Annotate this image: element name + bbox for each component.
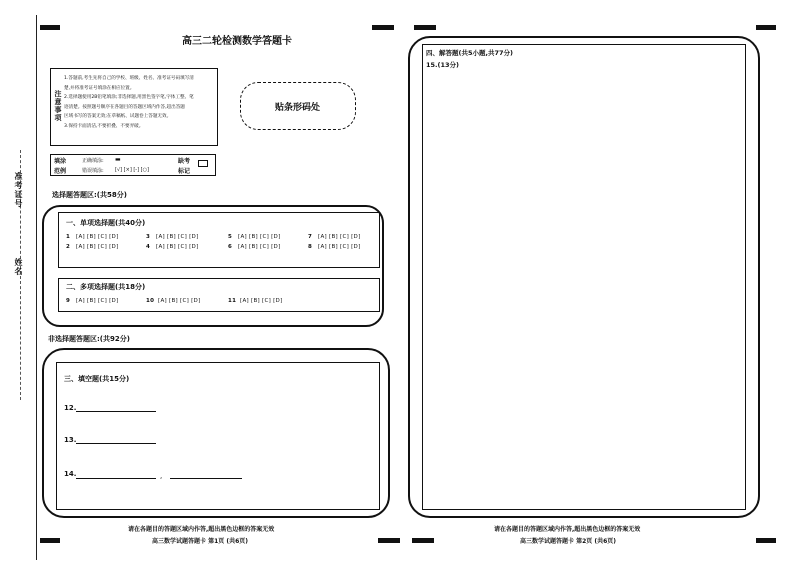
question-number: 2: [66, 244, 71, 250]
question-number: 11: [228, 298, 237, 304]
question-12-label: 12.: [64, 404, 77, 412]
question-number: 5: [228, 234, 233, 240]
option-bubbles[interactable]: [A] [B] [C] [D]: [318, 244, 361, 250]
notice-text: [64, 74, 214, 132]
footer-warning: 请在各题目的答题区域内作答,超出黑色边框的答案无效: [128, 526, 275, 533]
absent-label: 标记: [178, 168, 191, 175]
question-13-label: 13.: [64, 436, 77, 444]
question-14-answer-line-2[interactable]: [170, 478, 242, 479]
name-label: 姓名: [14, 258, 23, 276]
registration-mark: [40, 538, 60, 543]
option-bubbles[interactable]: [A] [B] [C] [D]: [158, 298, 201, 304]
fill-blank-box: [56, 362, 380, 510]
question-number: 7: [308, 234, 313, 240]
option-bubbles[interactable]: [A] [B] [C] [D]: [156, 244, 199, 250]
question-14-answer-line-1[interactable]: [76, 478, 156, 479]
question-13-answer-line[interactable]: [76, 443, 156, 444]
registration-mark: [378, 538, 400, 543]
solve-title: 四、解答题(共5小题,共77分): [426, 49, 513, 57]
exam-number-label: 准考证号: [14, 172, 23, 208]
question-number: 3: [146, 234, 151, 240]
question-12-answer-line[interactable]: [76, 411, 156, 412]
footer-page-number: 高三数学试题答题卡 第1页 (共6页): [152, 538, 249, 545]
registration-mark: [412, 538, 434, 543]
fill-example-label: 范例: [54, 168, 67, 175]
wrong-fill-label: 错误填涂:: [82, 168, 104, 174]
question-number: 9: [66, 298, 71, 304]
option-bubbles[interactable]: [A] [B] [C] [D]: [318, 234, 361, 240]
absent-checkbox[interactable]: [198, 160, 208, 167]
notice-line: 楚,并将准考证号填涂在相应位置。: [64, 85, 135, 91]
answer-separator: ,: [160, 472, 163, 480]
barcode-label: 贴条形码处: [275, 103, 321, 113]
registration-mark: [756, 25, 776, 30]
option-bubbles[interactable]: [A] [B] [C] [D]: [76, 298, 119, 304]
option-bubbles[interactable]: [A] [B] [C] [D]: [238, 244, 281, 250]
notice-line: 1.答题前,考生先将自己的学校、班级、姓名、准考证号码填写清: [64, 76, 194, 81]
question-number: 6: [228, 244, 233, 250]
question-number: 10: [146, 298, 155, 304]
question-14-label: 14.: [64, 470, 77, 478]
correct-fill-mark: ▬: [115, 156, 121, 163]
notice-line: 3.保持卡面清洁,不要折叠、不要弄破。: [64, 123, 144, 129]
registration-mark: [756, 538, 776, 543]
option-bubbles[interactable]: [A] [B] [C] [D]: [238, 234, 281, 240]
footer-page-number: 高三数学试题答题卡 第2页 (共6页): [520, 538, 617, 545]
fill-example-label: 填涂: [54, 158, 67, 165]
notice-line: 迹清楚。按照题号顺序在各题目的答题区域内作答,超出答题: [64, 104, 185, 110]
solve-box: [422, 44, 746, 510]
question-number: 4: [146, 244, 151, 250]
notice-line: 2.选择题使用2B铅笔填涂;非选择题,用黑色签字笔,字体工整、笔: [64, 95, 194, 101]
single-choice-title: 一、单项选择题(共40分): [66, 219, 146, 227]
correct-fill-label: 正确填涂:: [82, 158, 104, 164]
option-bubbles[interactable]: [A] [B] [C] [D]: [76, 244, 119, 250]
question-number: 8: [308, 244, 313, 250]
multi-choice-title: 二、多项选择题(共18分): [66, 283, 146, 291]
absent-label: 缺考: [178, 158, 191, 165]
choice-area-heading: 选择题答题区:(共58分): [52, 191, 127, 199]
registration-mark: [372, 25, 394, 30]
registration-mark: [414, 25, 436, 30]
footer-warning: 请在各题目的答题区域内作答,超出黑色边框的答案无效: [494, 526, 641, 533]
question-15-label: 15.(13分): [426, 61, 460, 69]
registration-mark: [40, 25, 60, 30]
option-bubbles[interactable]: [A] [B] [C] [D]: [156, 234, 199, 240]
wrong-fill-marks: [√] [×] [-] [○]: [115, 167, 149, 173]
notice-label: 注意事项: [54, 90, 62, 122]
question-number: 1: [66, 234, 71, 240]
fill-blank-title: 三、填空题(共15分): [64, 375, 130, 383]
binding-line: [36, 15, 37, 560]
option-bubbles[interactable]: [A] [B] [C] [D]: [76, 234, 119, 240]
nonchoice-area-heading: 非选择题答题区:(共92分): [48, 335, 130, 343]
option-bubbles[interactable]: [A] [B] [C] [D]: [240, 298, 283, 304]
notice-line: 区域书写的答案无效;在草稿纸、试题卷上答题无效。: [64, 114, 172, 120]
page-title: 高三二轮检测数学答题卡: [182, 36, 292, 47]
